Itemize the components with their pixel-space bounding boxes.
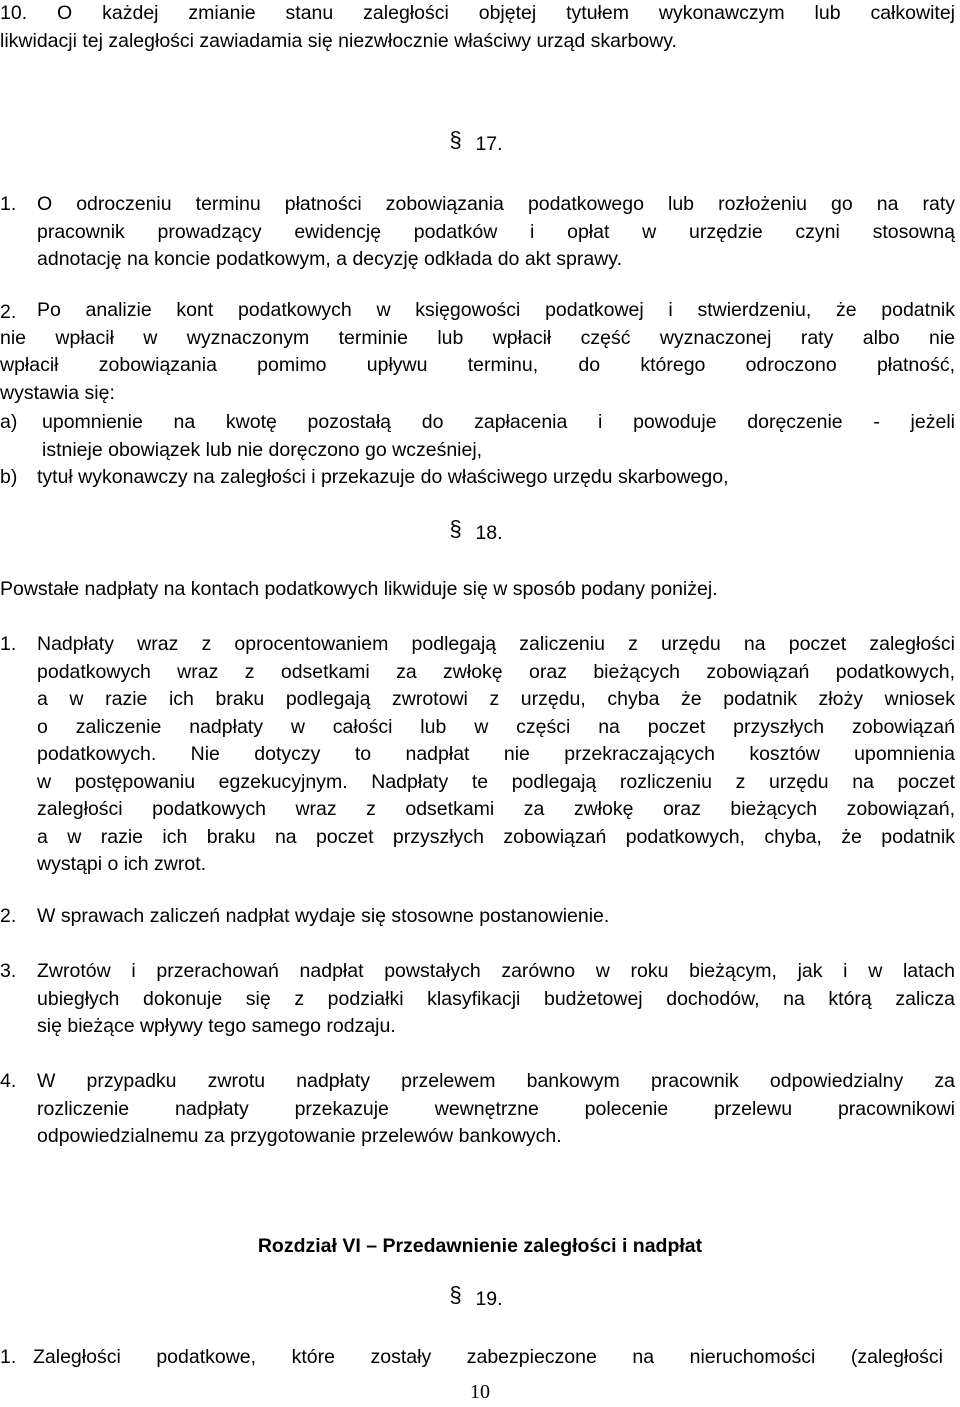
chapter-heading: Rozdział VI – Przedawnienie zaległości i nadpłat xyxy=(257,1235,703,1257)
text-line: adnotację na koncie podatkowym, a decyzję odkłada do akt sprawy. xyxy=(37,248,622,270)
text-line: Nadpłaty wraz z oprocentowaniem podlegają zaliczeniu z urzędu na poczet zaległości xyxy=(37,633,955,655)
section-number: 17. xyxy=(475,133,503,155)
text-line: a w razie ich braku podlegają zwrotowi z urzędu, chyba że podatnik złoży wniosek xyxy=(37,688,955,710)
text-line: 10. O każdej zmianie stanu zaległości objętej tytułem wykonawczym lub całkowitej xyxy=(0,2,955,24)
text-line: podatkowych. Nie dotyczy to nadpłat nie przekraczających kosztów upomnienia xyxy=(37,743,955,765)
item-number: 2. xyxy=(0,905,17,927)
item-number: 1. xyxy=(0,193,17,215)
item-number: 4. xyxy=(0,1070,17,1092)
section-18-intro: Powstałe nadpłaty na kontach podatkowych likwiduje się w sposób podany poniżej. xyxy=(0,578,718,600)
text-line: Zwrotów i przerachowań nadpłat powstałych zarówno w roku bieżącym, jak i w latach xyxy=(37,960,955,982)
section-number: 18. xyxy=(475,522,503,544)
text-line: a w razie ich braku na poczet przyszłych zobowiązań podatkowych, chyba, że podatnik xyxy=(37,825,955,848)
item-number: 2. xyxy=(0,301,17,323)
text-line: istnieje obowiązek lub nie doręczono go wcześniej, xyxy=(42,438,483,461)
section-19-heading xyxy=(0,1282,960,1311)
text-line: nie wpłacił w wyznaczonym terminie lub wpłacił część wyznaczonej raty albo nie xyxy=(0,326,955,349)
text-line: w postępowaniu egzekucyjnym. Nadpłaty te podlegają rozliczeniu z urzędu na poczet xyxy=(37,770,955,793)
section-sign: § xyxy=(449,1282,462,1307)
text-line: zaległości podatkowych wraz z odsetkami za zwłokę oraz bieżących zobowiązań, xyxy=(37,798,955,820)
text-line: podatkowych wraz z odsetkami za zwłokę oraz bieżących zobowiązań podatkowych, xyxy=(37,660,955,683)
section-sign: § xyxy=(449,127,462,152)
text-line: pracownik prowadzący ewidencję podatków i opłat w urzędzie czyni stosowną xyxy=(37,220,955,243)
text-line: W sprawach zaliczeń nadpłat wydaje się stosowne postanowienie. xyxy=(37,905,610,927)
text-line: tytuł wykonawczy na zaległości i przekazuje do właściwego urzędu skarbowego, xyxy=(37,466,729,488)
section-number: 19. xyxy=(475,1288,503,1310)
text-line: wystawia się: xyxy=(0,381,115,404)
item-number: 1. xyxy=(0,1346,17,1368)
list-label: b) xyxy=(0,466,18,488)
section-sign: § xyxy=(449,516,462,541)
item-number: 1. xyxy=(0,633,17,655)
page-number: 10 xyxy=(470,1381,490,1403)
text-line: wystąpi o ich zwrot. xyxy=(37,853,207,875)
paragraph-10 xyxy=(0,0,955,55)
text-line: Zaległości podatkowe, które zostały zabezpieczone na nieruchomości (zaległości xyxy=(33,1346,943,1368)
text-line: rozliczenie nadpłaty przekazuje wewnętrzne polecenie przelewu pracownikowi xyxy=(37,1097,955,1120)
text-line: się bieżące wpływy tego samego rodzaju. xyxy=(37,1015,396,1037)
text-line: Po analizie kont podatkowych w księgowości podatkowej i stwierdzeniu, że podatnik xyxy=(37,299,955,321)
text-line: likwidacji tej zaległości zawiadamia się niezwłocznie właściwy urząd skarbowy. xyxy=(0,29,677,52)
text-line: W przypadku zwrotu nadpłaty przelewem bankowym pracownik odpowiedzialny za xyxy=(37,1070,955,1092)
text-line: upomnienie na kwotę pozostałą do zapłacenia i powoduje doręczenie - jeżeli xyxy=(42,411,955,433)
text-line: ubiegłych dokonuje się z podziałki klasyfikacji budżetowej dochodów, na którą zalicza xyxy=(37,987,955,1010)
text-line: wpłacił zobowiązania pomimo upływu terminu, do którego odroczono płatność, xyxy=(0,354,955,376)
section-17-heading xyxy=(0,127,960,156)
text-line: O odroczeniu terminu płatności zobowiązania podatkowego lub rozłożeniu go na raty xyxy=(37,193,955,215)
list-label: a) xyxy=(0,411,18,433)
item-number: 3. xyxy=(0,960,17,982)
text-line: o zaliczenie nadpłaty w całości lub w części na poczet przyszłych zobowiązań xyxy=(37,715,955,738)
text-line: odpowiedzialnemu za przygotowanie przelewów bankowych. xyxy=(37,1125,562,1147)
section-18-heading xyxy=(0,516,960,545)
